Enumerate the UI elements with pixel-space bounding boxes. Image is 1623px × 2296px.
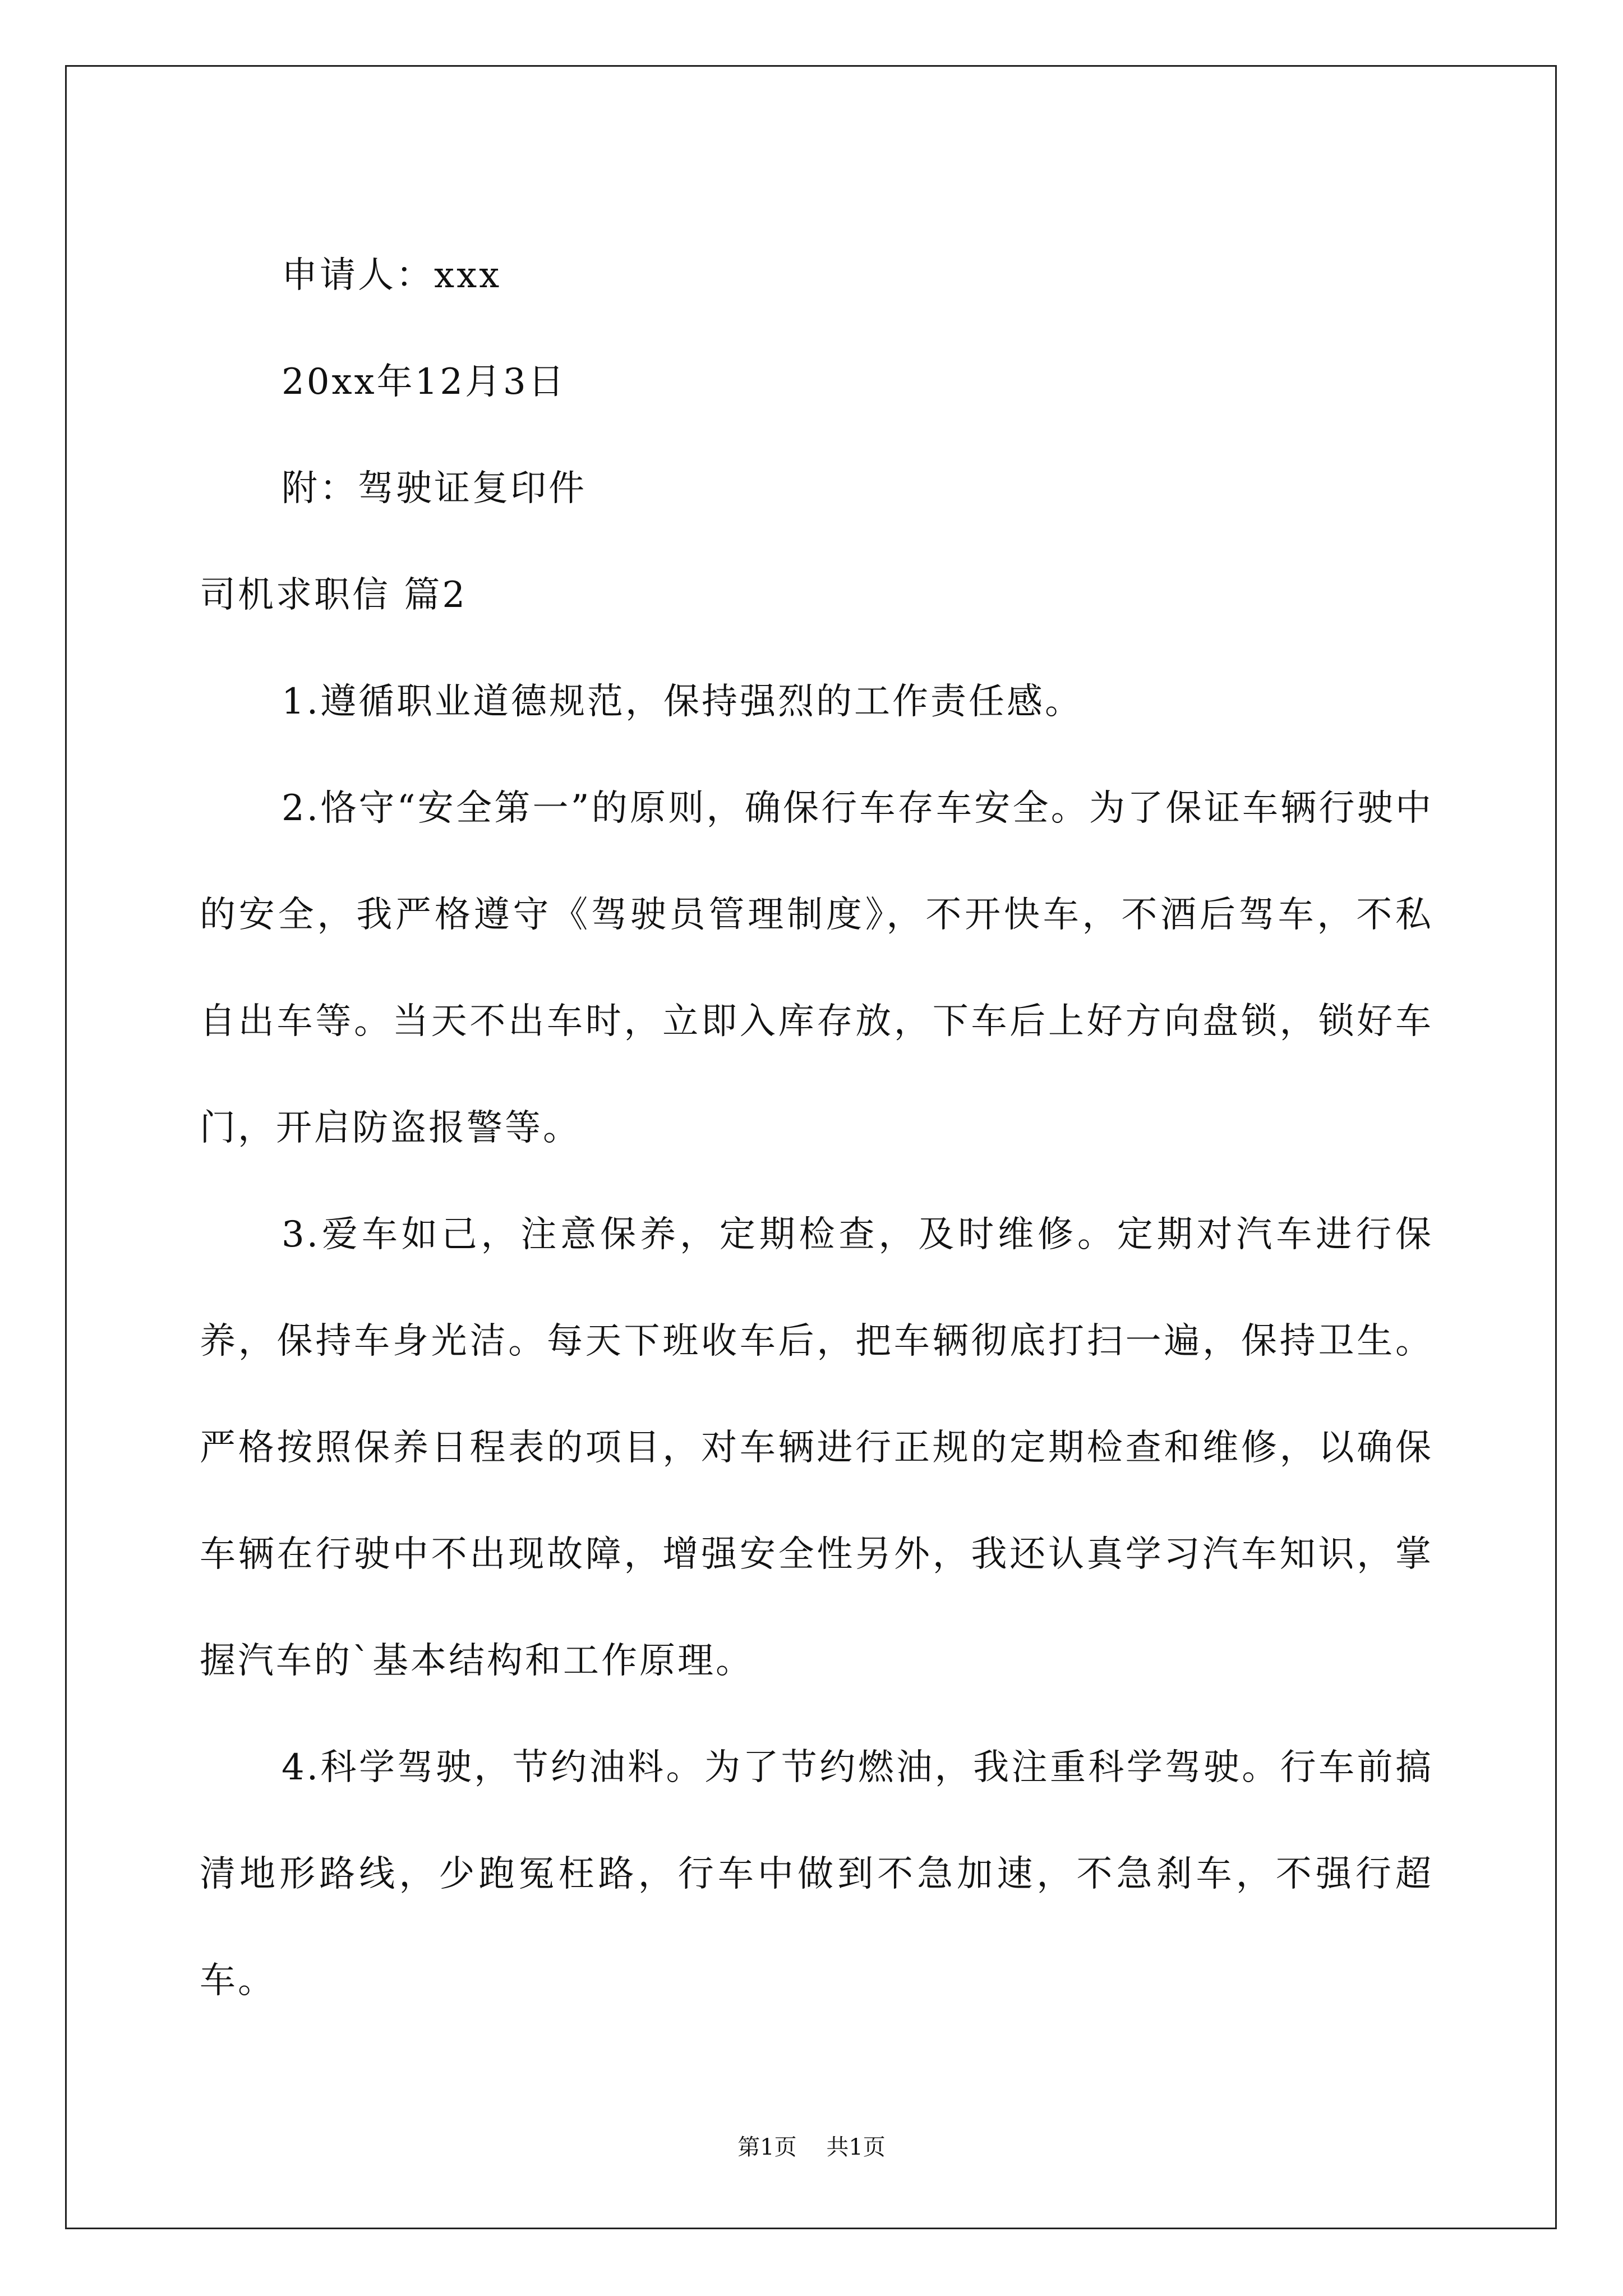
paragraph-2: 2.恪守“安全第一”的原则，确保行车存车安全。为了保证车辆行驶中的安全，我严格遵守《驾驶员管理制度》，不开快车，不酒后驾车，不私自出车等。当天不出车时，立即入库存放，下车后上好方向盘锁，锁好车门，开启防盗报警等。 xyxy=(200,788,1433,1149)
section-title: 司机求职信 篇2 xyxy=(200,574,468,616)
page-footer xyxy=(0,2131,1623,2164)
page-number-total: 共1页 xyxy=(826,2134,886,2160)
page-number-current: 第1页 xyxy=(737,2134,797,2160)
document-body xyxy=(200,222,1433,2034)
date-line: 20xx年12月3日 xyxy=(282,361,566,403)
paragraph-4: 4.科学驾驶，节约油料。为了节约燃油，我注重科学驾驶。行车前搞清地形路线，少跑冤枉路，行车中做到不急加速，不急刹车，不强行超车。 xyxy=(200,1747,1433,2001)
attachment-line: 附：驾驶证复印件 xyxy=(282,468,587,509)
paragraph-3: 3.爱车如己，注意保养，定期检查，及时维修。定期对汽车进行保养，保持车身光洁。每天下班收车后，把车辆彻底打扫一遍，保持卫生。严格按照保养日程表的项目，对车辆进行正规的定期检查和维修，以确保车辆在行驶中不出现故障，增强安全性另外，我还认真学习汽车知识，掌握汽车的`基本结构和工作原理。 xyxy=(200,1214,1433,1682)
paragraph-1: 1.遵循职业道德规范，保持强烈的工作责任感。 xyxy=(282,681,1083,723)
applicant-line: 申请人：xxx xyxy=(282,255,502,296)
